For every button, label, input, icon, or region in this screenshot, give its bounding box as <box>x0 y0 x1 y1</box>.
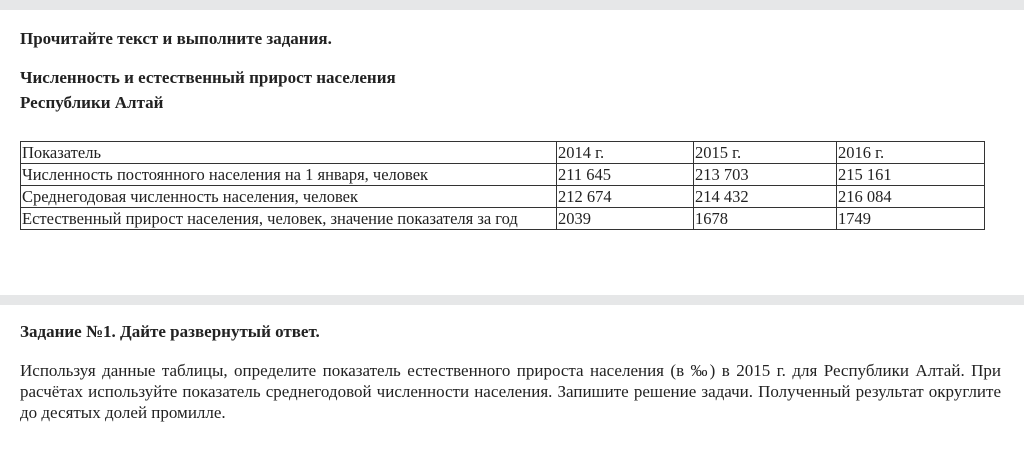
table-row <box>21 164 985 186</box>
row-label: Численность постоянного населения на 1 января, человек <box>21 164 557 186</box>
table-cell: 213 703 <box>694 164 837 186</box>
table-cell: 216 084 <box>837 186 985 208</box>
table-cell: 211 645 <box>557 164 694 186</box>
header-indicator: Показатель <box>21 142 557 164</box>
intro-instruction: Прочитайте текст и выполните задания. <box>20 29 332 48</box>
row-label: Естественный прирост населения, человек, значение показателя за год <box>21 208 557 230</box>
table-title-line2: Республики Алтай <box>20 93 164 112</box>
table-cell: 214 432 <box>694 186 837 208</box>
table-row <box>21 208 985 230</box>
header-2015: 2015 г. <box>694 142 837 164</box>
task-text: Используя данные таблицы, определите показатель естественного прироста населения (в ‰) в 2015 г. для Республики Алтай. При расчётах используйте показатель среднегодовой численности населения. Запишите решение задачи. Полученный результат округлите до десятых долей промилле. <box>20 361 1001 422</box>
task-title: Задание №1. Дайте развернутый ответ. <box>20 322 320 341</box>
table-row <box>21 186 985 208</box>
table-header-row <box>21 142 985 164</box>
header-2014: 2014 г. <box>557 142 694 164</box>
population-table <box>20 141 985 230</box>
table-cell: 2039 <box>557 208 694 230</box>
table-cell: 1678 <box>694 208 837 230</box>
section-divider-band <box>0 295 1024 305</box>
table-title-line1: Численность и естественный прирост населения <box>20 68 396 87</box>
table-cell: 1749 <box>837 208 985 230</box>
table-cell: 212 674 <box>557 186 694 208</box>
header-2016: 2016 г. <box>837 142 985 164</box>
top-divider-band <box>0 0 1024 10</box>
row-label: Среднегодовая численность населения, человек <box>21 186 557 208</box>
table-cell: 215 161 <box>837 164 985 186</box>
